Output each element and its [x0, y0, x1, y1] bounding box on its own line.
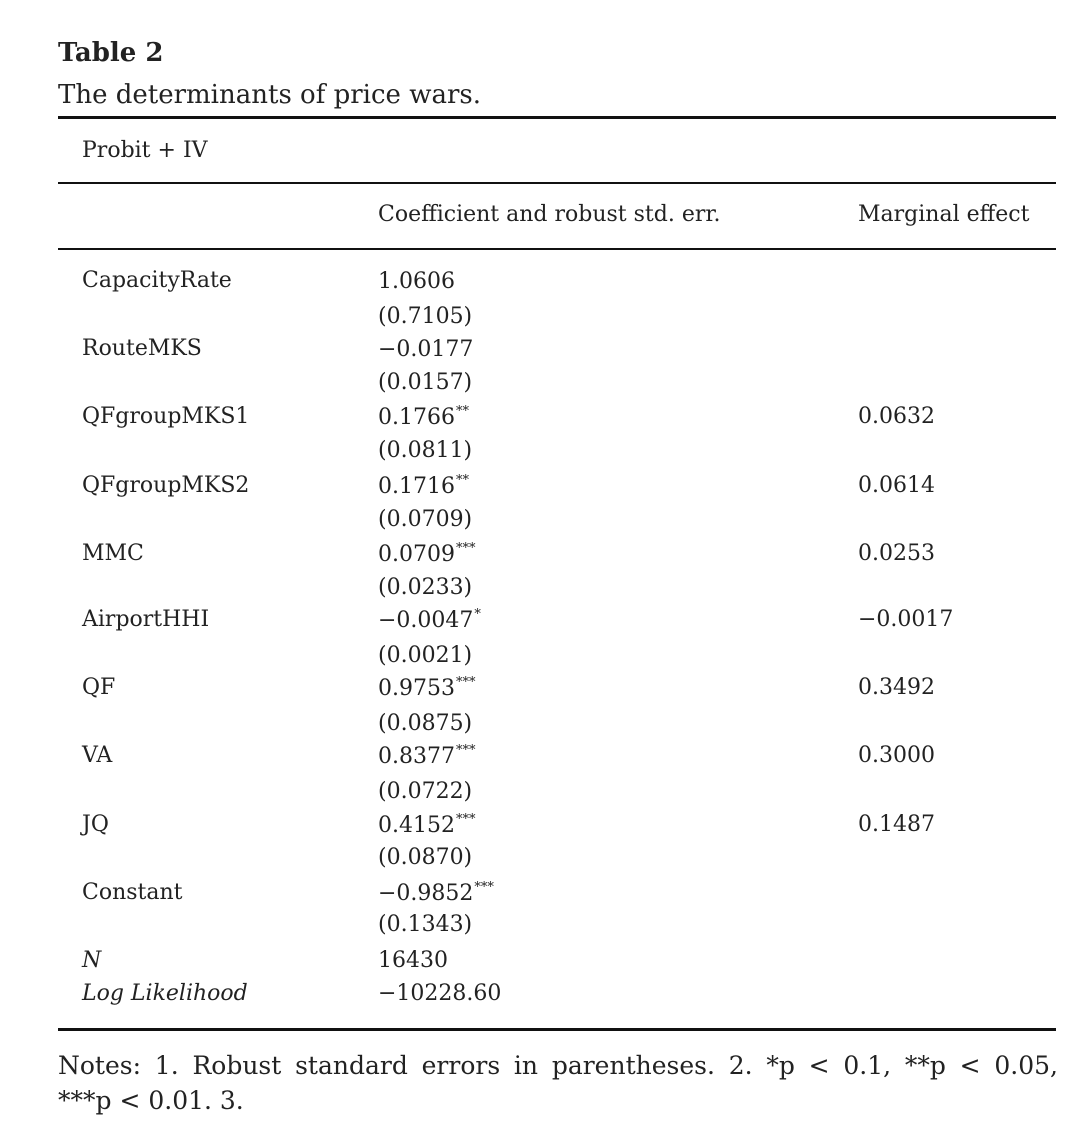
std-error-cell: (0.0233)	[378, 575, 473, 600]
row-label: AirportHHI	[82, 607, 210, 632]
coefficient-cell: 0.1716**	[378, 473, 469, 499]
row-label: JQ	[82, 812, 109, 837]
marginal-effect-cell: −0.0017	[858, 607, 954, 632]
stat-label-n: N	[82, 948, 102, 973]
row-label: QF	[82, 675, 116, 700]
coefficient-cell: 0.9753***	[378, 675, 476, 701]
row-label: VA	[82, 743, 113, 768]
std-error-cell: (0.7105)	[378, 304, 473, 329]
table-subtitle: The determinants of price wars.	[58, 80, 481, 110]
std-error-cell: (0.0870)	[378, 845, 473, 870]
stat-value-n: 16430	[378, 948, 448, 973]
coefficient-cell: 0.4152***	[378, 812, 476, 838]
std-error-cell: (0.0021)	[378, 643, 473, 668]
marginal-effect-cell: 0.3492	[858, 675, 935, 700]
std-error-cell: (0.0722)	[378, 779, 473, 804]
marginal-effect-cell: 0.0632	[858, 404, 935, 429]
stat-label-log-likelihood: Log Likelihood	[82, 981, 248, 1006]
marginal-effect-column-header: Marginal effect	[858, 202, 1030, 227]
coefficient-cell: 0.0709***	[378, 541, 476, 567]
coefficient-cell: −0.0047*	[378, 607, 481, 633]
row-label: CapacityRate	[82, 268, 232, 293]
row-label: Constant	[82, 880, 183, 905]
row-label: QFgroupMKS2	[82, 473, 250, 498]
table-title: Table 2	[58, 38, 164, 68]
top-rule	[58, 116, 1056, 119]
std-error-cell: (0.1343)	[378, 912, 473, 937]
std-error-cell: (0.0875)	[378, 711, 473, 736]
coefficient-cell: 1.0606	[378, 269, 455, 294]
header-rule	[58, 248, 1056, 250]
marginal-effect-cell: 0.0614	[858, 473, 935, 498]
std-error-cell: (0.0709)	[378, 507, 473, 532]
coefficient-cell: −0.0177	[378, 337, 474, 362]
table-notes: Notes: 1. Robust standard errors in parentheses. 2. *p < 0.1, **p < 0.05,	[58, 1051, 1058, 1080]
coefficient-cell: 0.8377***	[378, 743, 476, 769]
marginal-effect-cell: 0.0253	[858, 541, 935, 566]
row-label: RouteMKS	[82, 336, 202, 361]
coef-column-header: Coefficient and robust std. err.	[378, 202, 721, 227]
std-error-cell: (0.0157)	[378, 370, 473, 395]
marginal-effect-cell: 0.3000	[858, 743, 935, 768]
table-notes-continued: ***p < 0.01. 3.	[58, 1086, 244, 1115]
model-label: Probit + IV	[82, 138, 208, 163]
row-label: QFgroupMKS1	[82, 404, 250, 429]
marginal-effect-cell: 0.1487	[858, 812, 935, 837]
coefficient-cell: 0.1766**	[378, 404, 469, 430]
model-rule	[58, 182, 1056, 184]
row-label: MMC	[82, 541, 144, 566]
bottom-rule	[58, 1028, 1056, 1031]
std-error-cell: (0.0811)	[378, 438, 473, 463]
stat-value-log-likelihood: −10228.60	[378, 981, 502, 1006]
coefficient-cell: −0.9852***	[378, 880, 494, 906]
